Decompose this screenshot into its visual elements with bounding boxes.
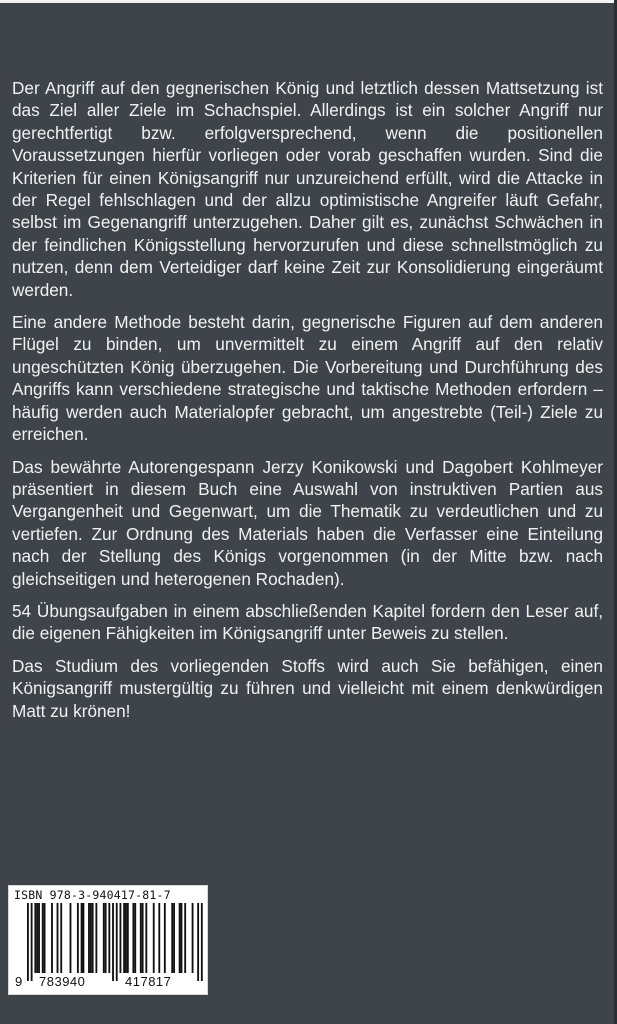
barcode-bar (164, 903, 166, 973)
barcode-bar (60, 903, 62, 973)
barcode-bar (95, 903, 97, 973)
ean-digits (9, 974, 207, 992)
barcode-bar (103, 903, 105, 973)
barcode-bar (34, 903, 36, 973)
isbn-number: ISBN 978-3-940417-81-7 (14, 888, 171, 902)
barcode-bar (145, 903, 147, 973)
barcode-bar (127, 903, 129, 973)
barcode-bar (88, 903, 90, 973)
barcode-bar (140, 903, 142, 973)
barcode-bar (181, 903, 183, 973)
ean-left-digits: 783940 (39, 974, 86, 989)
blurb-paragraph-2: Eine andere Methode besteht darin, gegnerische Figuren auf dem anderen Flügel zu binden, um unvermittelt zu einem Angriff auf den relativ ungeschützten König überzugehen. Die Vorbereitung und Durchführung des Angriffs kann verschiedene strategische und taktische Methoden erfordern – häufig werden auch Materialopfer gebracht, um angestrebte (Teil-) Ziele zu erreichen. (12, 312, 603, 445)
barcode-bar (125, 903, 127, 973)
barcode-bar (171, 903, 173, 973)
barcode-guard-bar (201, 903, 203, 981)
barcode-bar (142, 903, 144, 973)
barcode-bar (70, 903, 72, 973)
cover-top-edge (0, 0, 617, 3)
isbn-barcode (8, 885, 208, 995)
barcode-bar (192, 903, 194, 973)
barcode-bar (134, 903, 136, 973)
barcode-guard-bar (197, 903, 199, 981)
barcode-guard-bar (116, 903, 118, 981)
barcode-bar (108, 903, 110, 973)
blurb-paragraph-1: Der Angriff auf den gegnerischen König und letztlich dessen Mattsetzung ist das Ziel aller Ziele im Schachspiel. Allerdings ist ein solcher Angriff nur gerechtfertigt bzw. erfolgversprechend, wenn die positionellen Voraussetzungen hierfür vorliegen oder vorab geschaffen wurden. Sind die Kriterien für einen Königsangriff nur unzureichend erfüllt, wird die Attacke in der Regel fehlschlagen und der allzu optimistische Angreifer läuft Gefahr, selbst im Gegenangriff unterzugehen. Daher gilt es, zunächst Schwächen in der feindlichen Königsstellung hervorzurufen und diese schnellstmöglich zu nutzen, denn dem Verteidiger darf keine Zeit zur Konsolidierung eingeräumt werden. (12, 78, 603, 300)
ean-right-digits: 417817 (125, 974, 172, 989)
barcode-bar (123, 903, 125, 973)
barcode-bar (153, 903, 155, 973)
ean-lead-digit: 9 (15, 974, 23, 989)
barcode-bar (77, 903, 79, 973)
barcode-bar (36, 903, 38, 973)
barcode-guard-bar (31, 903, 33, 981)
barcode-bar (81, 903, 83, 973)
barcode-bar (90, 903, 92, 973)
back-cover-blurb (12, 77, 603, 732)
barcode-bar (158, 903, 160, 973)
barcode-bar (179, 903, 181, 973)
blurb-paragraph-4: 54 Übungsaufgaben in einem abschließenden Kapitel fordern den Leser auf, die eigenen Fähigkeiten im Königsangriff unter Beweis zu stellen. (12, 600, 603, 644)
barcode-bar (92, 903, 94, 973)
barcode-bar (184, 903, 186, 973)
barcode-bar (51, 903, 53, 973)
barcode-bar (105, 903, 107, 973)
barcode-bar (120, 903, 122, 973)
blurb-paragraph-3: Das bewährte Autorengespann Jerzy Konikowski und Dagobert Kohlmeyer präsentiert in diesem Buch eine Auswahl von instruktiven Partien aus Vergangenheit und Gegenwart, um die Thematik zu verdeutlichen und zu vertiefen. Zur Ordnung des Materials haben die Verfasser eine Einteilung nach der Stellung des Königs vorgenommen (in der Mitte bzw. nach gleichseitigen und heterogenen Rochaden). (12, 456, 603, 589)
barcode-guard-bar (27, 903, 29, 981)
barcode-guard-bar (112, 903, 114, 981)
blurb-paragraph-5: Das Studium des vorliegenden Stoffs wird auch Sie befähigen, einen Königsangriff mustergültig zu führen und vielleicht mit einem denkwürdigen Matt zu krönen! (12, 655, 603, 721)
barcode-bar (38, 903, 40, 973)
barcode-bar (42, 903, 44, 973)
barcode-bar (173, 903, 175, 973)
barcode-bar (83, 903, 85, 973)
barcode-bar (132, 903, 134, 973)
barcode-bar (57, 903, 59, 973)
barcode-bar (44, 903, 46, 973)
